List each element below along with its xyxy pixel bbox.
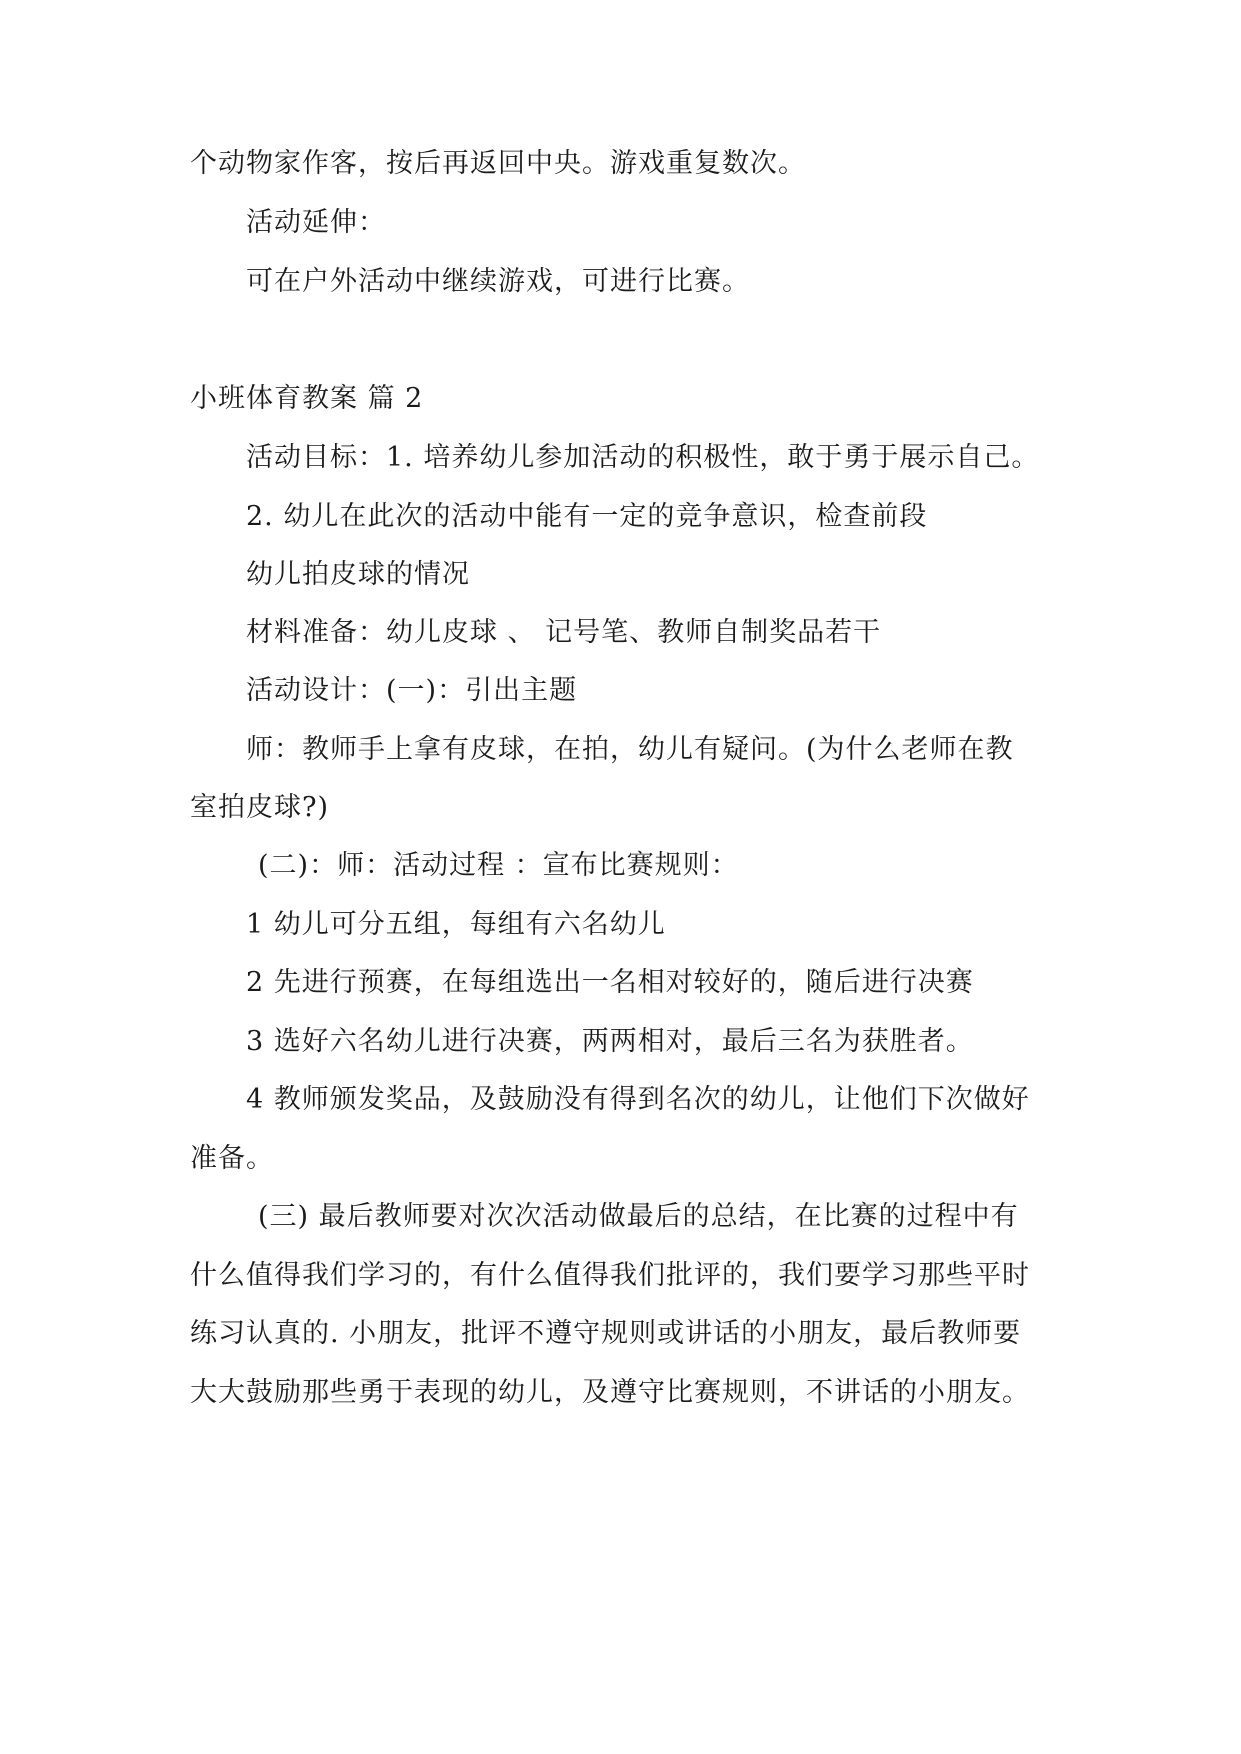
- text-line: 活动延伸：: [246, 207, 386, 238]
- text-line: 幼儿拍皮球的情况: [246, 559, 470, 590]
- text-line: 可在户外活动中继续游戏，可进行比赛。: [246, 266, 750, 297]
- text-line: 3 选好六名幼儿进行决赛，两两相对，最后三名为获胜者。: [246, 1026, 974, 1057]
- text-line: 准备。: [190, 1143, 274, 1174]
- text-line: 练习认真的. 小朋友，批评不遵守规则或讲话的小朋友，最后教师要: [190, 1318, 1022, 1349]
- text-line: 活动设计：(一)：引出主题: [246, 675, 578, 706]
- text-line: 活动目标：1. 培养幼儿参加活动的积极性，敢于勇于展示自己。: [246, 442, 1040, 473]
- text-line: 大大鼓励那些勇于表现的幼儿，及遵守比赛规则，不讲话的小朋友。: [190, 1377, 1030, 1408]
- text-line: 1 幼儿可分五组，每组有六名幼儿: [246, 909, 666, 940]
- text-line: 师：教师手上拿有皮球，在拍，幼儿有疑问。(为什么老师在教: [246, 734, 1014, 765]
- text-line: 个动物家作客，按后再返回中央。游戏重复数次。: [190, 148, 806, 179]
- text-line: 什么值得我们学习的，有什么值得我们批评的，我们要学习那些平时: [190, 1260, 1030, 1291]
- text-line: 2. 幼儿在此次的活动中能有一定的竞争意识，检查前段: [246, 501, 928, 532]
- section-heading: 小班体育教案 篇 2: [190, 383, 424, 414]
- text-line: 2 先进行预赛，在每组选出一名相对较好的，随后进行决赛: [246, 967, 974, 998]
- text-line: 室拍皮球?): [190, 792, 330, 823]
- text-line: (三) 最后教师要对次次活动做最后的总结，在比赛的过程中有: [258, 1201, 1019, 1232]
- text-line: 材料准备：幼儿皮球 、 记号笔、教师自制奖品若干: [246, 617, 882, 648]
- text-line: (二)：师：活动过程 ：宣布比赛规则：: [258, 850, 739, 881]
- text-line: 4 教师颁发奖品，及鼓励没有得到名次的幼儿，让他们下次做好: [246, 1084, 1030, 1115]
